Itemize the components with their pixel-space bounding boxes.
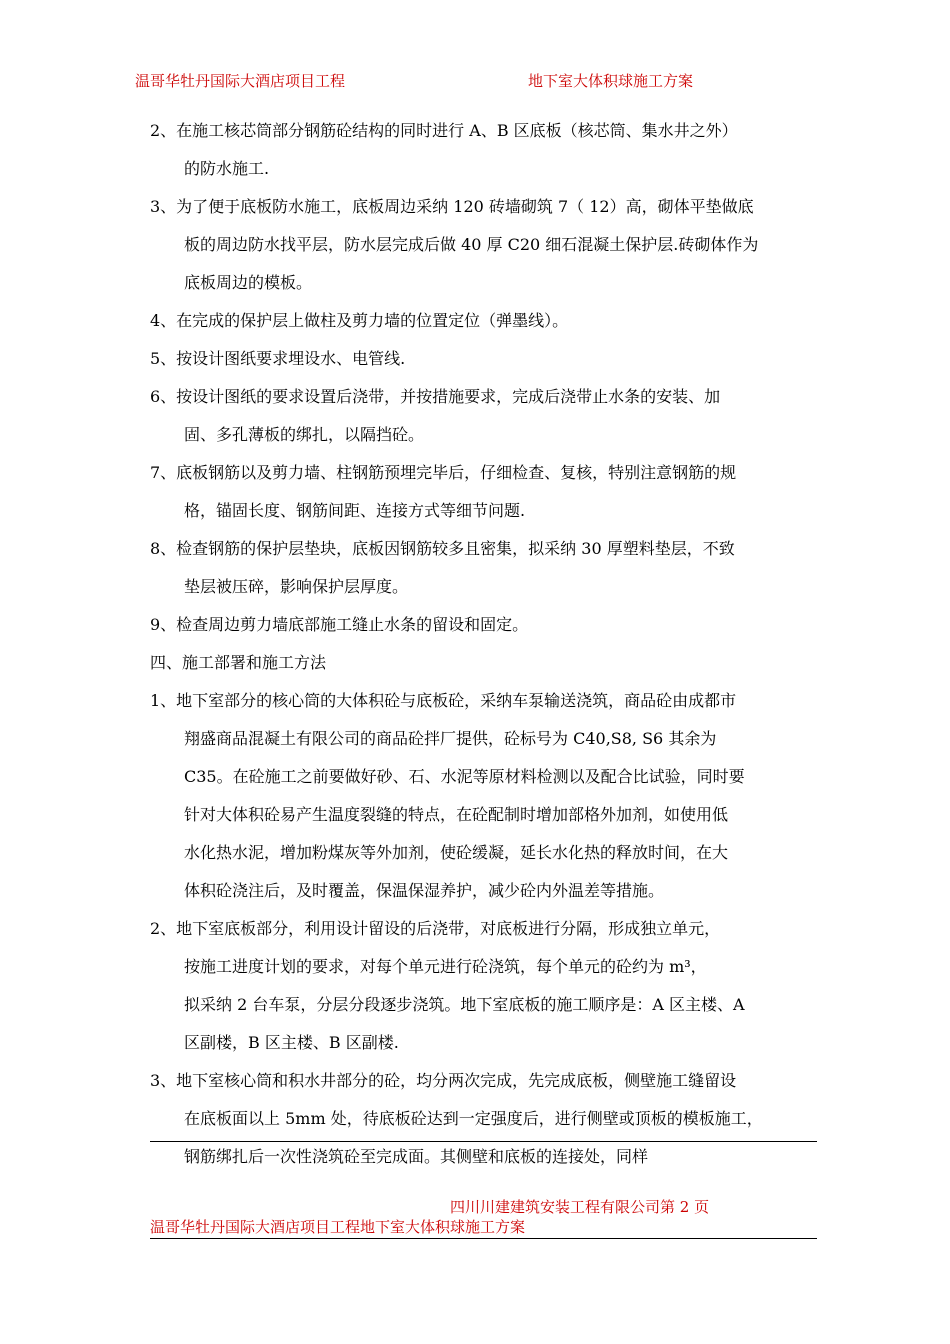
- body-line: 9、检查周边剪力墙底部施工缝止水条的留设和固定。: [150, 615, 529, 634]
- body-line: 格，锚固长度、钢筋间距、连接方式等细节问题.: [184, 501, 526, 520]
- body-line: 垫层被压碎，影响保护层厚度。: [184, 577, 409, 596]
- body-line: 6、按设计图纸的要求设置后浇带，并按措施要求，完成后浇带止水条的安装、加: [150, 387, 721, 406]
- body-line: 拟采纳 2 台车泵，分层分段逐步浇筑。地下室底板的施工顺序是：A 区主楼、A: [184, 995, 745, 1014]
- body-line: 板的周边防水找平层，防水层完成后做 40 厚 C20 细石混凝土保护层.砖砌体作为: [184, 235, 759, 254]
- body-line: 在底板面以上 5mm 处，待底板砼达到一定强度后，进行侧壁或顶板的模板施工，: [184, 1109, 763, 1128]
- body-line: 4、在完成的保护层上做柱及剪力墙的位置定位（弹墨线）。: [150, 311, 569, 330]
- body-line: 钢筋绑扎后一次性浇筑砼至完成面。其侧壁和底板的连接处，同样: [184, 1147, 649, 1166]
- body-line: 5、按设计图纸要求埋设水、电管线.: [150, 349, 406, 368]
- header-document-title: 地下室大体积球施工方案: [528, 72, 694, 90]
- body-line: 体积砼浇注后，及时覆盖，保温保湿养护，减少砼内外温差等措施。: [184, 881, 665, 900]
- body-line: 3、地下室核心筒和积水井部分的砼，均分两次完成，先完成底板，侧壁施工缝留设: [150, 1071, 737, 1090]
- section-heading: 四、施工部署和施工方法: [150, 653, 327, 672]
- body-line: 的防水施工.: [184, 159, 270, 178]
- body-line: 底板周边的模板。: [184, 273, 313, 292]
- body-line: 7、底板钢筋以及剪力墙、柱钢筋预埋完毕后，仔细检查、复核，特别注意钢筋的规: [150, 463, 737, 482]
- header-project-name: 温哥华牡丹国际大酒店项目工程: [135, 72, 346, 90]
- body-line: 区副楼，B 区主楼、B 区副楼.: [184, 1033, 399, 1052]
- page-divider: [150, 1141, 817, 1142]
- body-line: 固、多孔薄板的绑扎，以隔挡砼。: [184, 425, 425, 444]
- body-line: 3、为了便于底板防水施工，底板周边采纳 120 砖墙砌筑 7（ 12）高，砌体平垫做底: [150, 197, 754, 216]
- body-line: 8、检查钢筋的保护层垫块，底板因钢筋较多且密集，拟采纳 30 厚塑料垫层，不致: [150, 539, 735, 558]
- body-line: 1、地下室部分的核心筒的大体积砼与底板砼，采纳车泵输送浇筑，商品砼由成都市: [150, 691, 737, 710]
- footer-document-line: 温哥华牡丹国际大酒店项目工程地下室大体积球施工方案: [150, 1218, 526, 1236]
- body-line: 针对大体积砼易产生温度裂缝的特点，在砼配制时增加部格外加剂，如使用低: [184, 805, 729, 824]
- document-body: [150, 112, 830, 1176]
- footer-company-page: 四川川建建筑安装工程有限公司第 2 页: [450, 1198, 710, 1216]
- body-line: 按施工进度计划的要求，对每个单元进行砼浇筑，每个单元的砼约为 m³，: [184, 957, 707, 976]
- footer-divider: [150, 1238, 817, 1239]
- body-line: 2、在施工核芯筒部分钢筋砼结构的同时进行 A、B 区底板（核芯筒、集水井之外）: [150, 121, 738, 140]
- body-line: 2、地下室底板部分，利用设计留设的后浇带，对底板进行分隔，形成独立单元，: [150, 919, 721, 938]
- body-line: 水化热水泥，增加粉煤灰等外加剂，使砼缓凝，延长水化热的释放时间，在大: [184, 843, 729, 862]
- body-line: C35。在砼施工之前要做好砂、石、水泥等原材料检测以及配合比试验，同时要: [184, 767, 745, 786]
- body-line: 翔盛商品混凝土有限公司的商品砼拌厂提供，砼标号为 C40,S8, S6 其余为: [184, 729, 717, 748]
